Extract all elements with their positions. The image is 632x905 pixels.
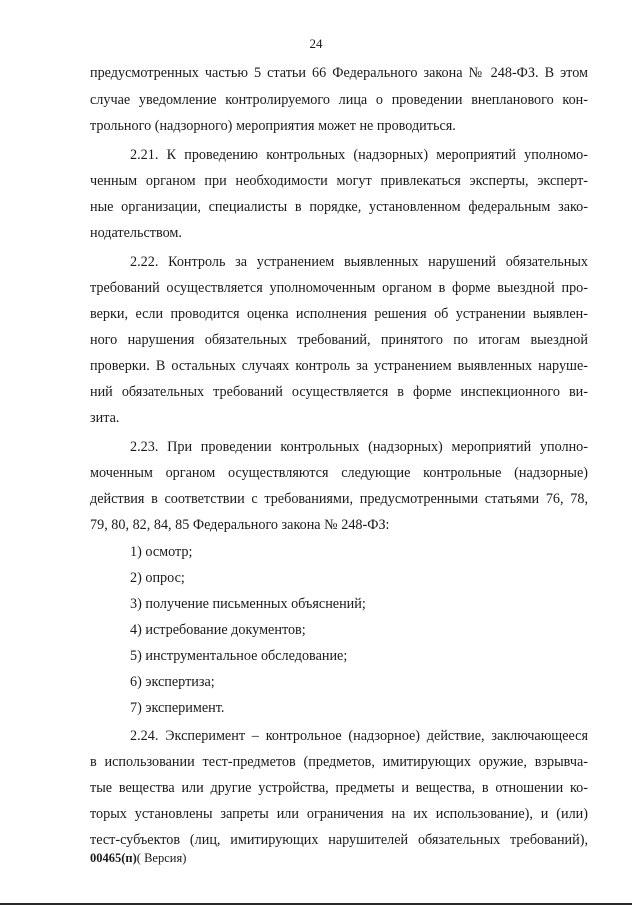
paragraph-line: действия в соответствии с требованиями, предусмотренными статьями 76, 78, bbox=[90, 491, 588, 507]
paragraph-line: 2.23. При проведении контрольных (надзорных) мероприятий уполно- bbox=[130, 439, 588, 455]
paragraph-line: предусмотренных частью 5 статьи 66 Федерального закона № 248-ФЗ. В этом bbox=[90, 65, 588, 81]
list-item: 3) получение письменных объяснений; bbox=[130, 596, 366, 612]
page-number: 24 bbox=[309, 36, 323, 51]
paragraph-line: тые вещества или другие устройства, предметы и вещества, в отношении ко- bbox=[90, 780, 588, 796]
paragraph-line: верки, если проводится оценка исполнения решения об устранении выявлен- bbox=[90, 306, 588, 322]
paragraph-line: зита. bbox=[90, 410, 120, 426]
document-version: ( Версия) bbox=[136, 851, 187, 865]
paragraph-line: проверки. В остальных случаях контроль за устранением выявленных наруше- bbox=[90, 358, 588, 374]
paragraph-line: ного нарушения обязательных требований, принятого по итогам выездной bbox=[90, 332, 588, 348]
paragraph-line: торых установлены запреты или ограничения на их использование), и (или) bbox=[90, 806, 588, 822]
list-item: 2) опрос; bbox=[130, 570, 185, 586]
paragraph-line: 2.21. К проведению контрольных (надзорных) мероприятий уполномо- bbox=[130, 147, 588, 163]
footer-document-code bbox=[90, 851, 186, 866]
paragraph-line: ний обязательных требований осуществляется в форме инспекционного ви- bbox=[90, 384, 588, 400]
list-item: 7) эксперимент. bbox=[130, 700, 225, 716]
paragraph-line: трольного (надзорного) мероприятия может не проводиться. bbox=[90, 118, 456, 134]
list-item: 6) экспертиза; bbox=[130, 674, 215, 690]
list-item: 1) осмотр; bbox=[130, 544, 193, 560]
paragraph-line: тест-субъектов (лиц, имитирующих нарушителей обязательных требований), bbox=[90, 832, 588, 848]
document-code: 00465(п) bbox=[90, 851, 137, 865]
list-item: 4) истребование документов; bbox=[130, 622, 306, 638]
paragraph-line: ные организации, специалисты в порядке, установленном федеральным зако- bbox=[90, 199, 588, 215]
paragraph-line: 79, 80, 82, 84, 85 Федерального закона № 248-ФЗ: bbox=[90, 517, 390, 533]
list-item: 5) инструментальное обследование; bbox=[130, 648, 348, 664]
paragraph-line: в использовании тест-предметов (предметов, имитирующих оружие, взрывча- bbox=[90, 754, 588, 770]
paragraph-line: 2.22. Контроль за устранением выявленных нарушений обязательных bbox=[130, 254, 588, 270]
paragraph-line: 2.24. Эксперимент – контрольное (надзорное) действие, заключающееся bbox=[130, 728, 588, 744]
paragraph-line: нодательством. bbox=[90, 225, 182, 241]
paragraph-line: ченным органом при необходимости могут привлекаться эксперты, эксперт- bbox=[90, 173, 588, 189]
paragraph-line: случае уведомление контролируемого лица о проведении внепланового кон- bbox=[90, 92, 588, 108]
paragraph-line: требований осуществляется уполномоченным органом в форме выездной про- bbox=[90, 280, 588, 296]
paragraph-line: моченным органом осуществляются следующие контрольные (надзорные) bbox=[90, 465, 588, 481]
